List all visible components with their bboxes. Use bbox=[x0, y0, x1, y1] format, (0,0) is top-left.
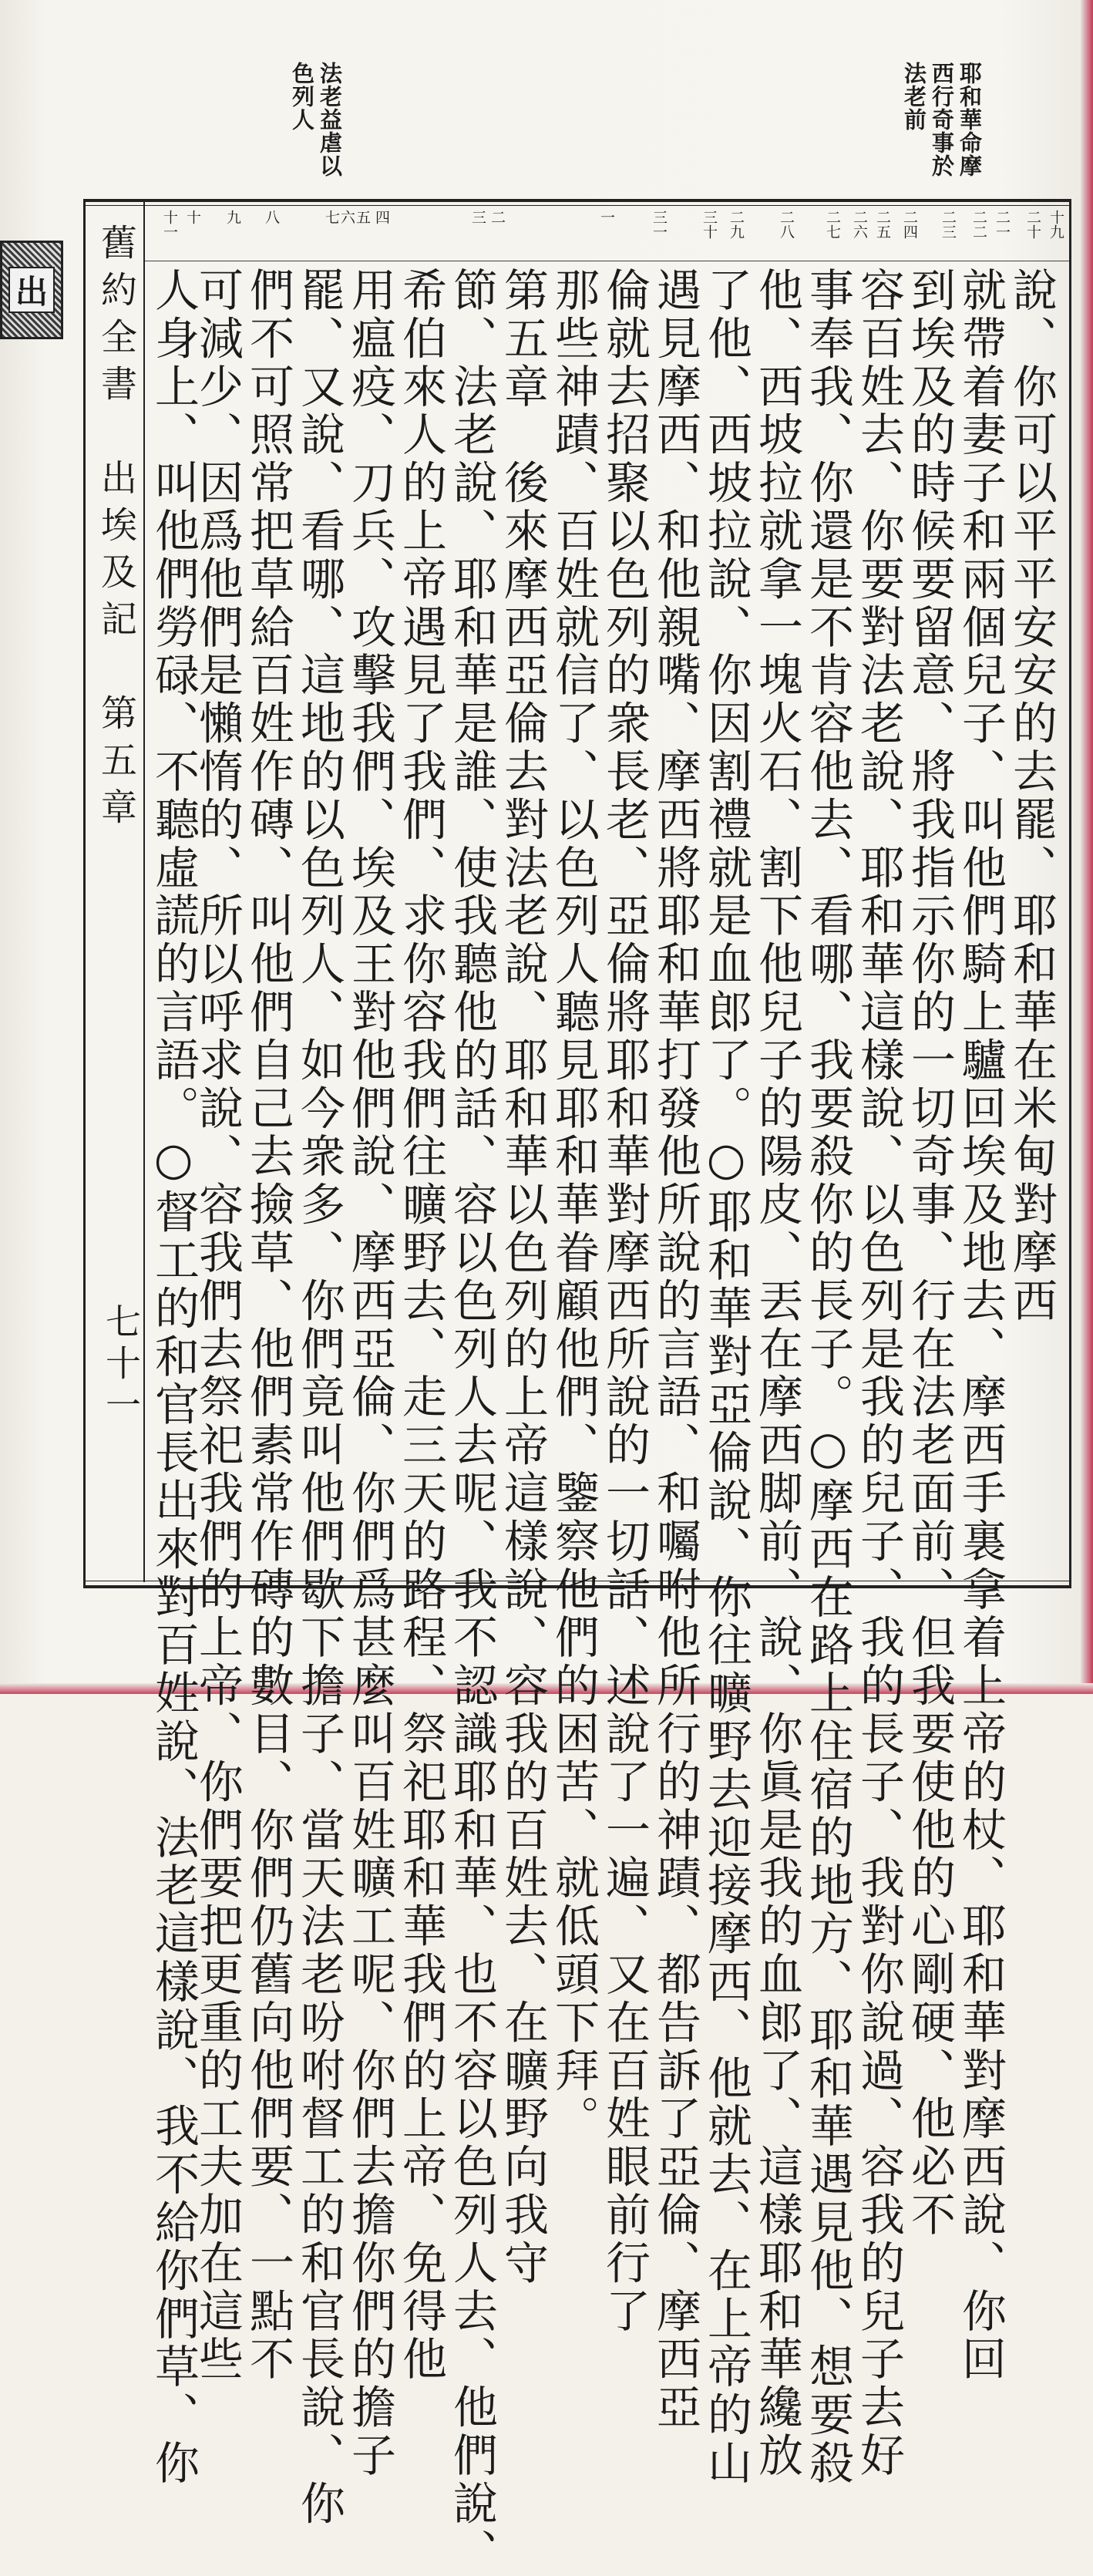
text-column: 那些神蹟、百姓就信了、以色列人聽見耶和華眷顧他們、鑒察他們的困苦、就低頭下拜。 bbox=[547, 267, 600, 2143]
verse-number: 十一 bbox=[161, 210, 178, 239]
verse-number: 二六 bbox=[851, 210, 868, 239]
verse-number: 一 bbox=[598, 210, 615, 224]
verse-number: 六 bbox=[338, 210, 355, 224]
text-column: 就帶着妻子和兩個兒子、叫他們騎上驢回埃及地去、摩西手裏拿着上帝的杖、耶和華對摩西說、你回 bbox=[954, 267, 1007, 2384]
frame-right-rule bbox=[1069, 199, 1071, 1588]
verse-number-row bbox=[146, 208, 1068, 259]
text-column: 用瘟疫、刀兵、攻擊我們、埃及王對他們說、摩西亞倫、你們爲甚麼叫百姓曠工呢、你們去擔你們的擔子 bbox=[344, 267, 396, 2480]
text-column: 們不可照常把草給百姓作磚、叫他們自己去撿草、他們素常作磚的數目、你們仍舊向他們要、一點不 bbox=[242, 267, 294, 2384]
page-number: 七十一 bbox=[100, 1303, 142, 1428]
verse-number: 七 bbox=[323, 210, 340, 224]
verse-number: 十九 bbox=[1048, 210, 1064, 239]
marginal-note-line: 法老前 bbox=[901, 62, 927, 131]
verse-number: 八 bbox=[263, 210, 280, 224]
verse-number: 二二 bbox=[970, 210, 987, 239]
marginal-note-left bbox=[288, 62, 344, 177]
verse-number: 四 bbox=[373, 210, 390, 224]
verse-number: 二九 bbox=[728, 210, 745, 239]
text-column-chapter-start: 第五章 後來摩西亞倫去對法老說、耶和華以色列的上帝這樣說、容我的百姓去、在曠野向我守 bbox=[496, 267, 549, 2288]
verse-number: 二四 bbox=[901, 210, 918, 239]
text-column: 罷、又說、看哪、這地的以色列人、如今衆多、你們竟叫他們歇下擔子、當天法老吩咐督工的和官長說、你 bbox=[293, 267, 345, 2528]
verse-number: 二七 bbox=[824, 210, 841, 239]
running-head: 舊約全書 出埃及記 第五章 bbox=[95, 224, 137, 835]
marginal-note-line: 西行奇事於 bbox=[929, 62, 955, 177]
text-column: 他、西坡拉就拿一塊火石、割下他兒子的陽皮、丟在摩西脚前、說、你眞是我的血郎了、這樣耶和華纔放 bbox=[751, 267, 803, 2480]
book-tab-label: 出 bbox=[8, 267, 55, 313]
text-column: 倫就去招聚以色列的衆長老、亞倫將耶和華對摩西所說的一切話、述說了一遍、又在百姓眼前行了 bbox=[598, 267, 651, 2336]
book-thumb-tab bbox=[0, 241, 63, 339]
frame-left-rule bbox=[83, 199, 86, 1588]
verse-number: 三 bbox=[469, 210, 486, 224]
verse-number: 九 bbox=[224, 210, 241, 224]
verse-number: 五 bbox=[354, 210, 371, 224]
verse-number: 二三 bbox=[940, 210, 957, 239]
text-column: 節、法老說、耶和華是誰、使我聽他的話、容以色列人去呢、我不認識耶和華、也不容以色列人去、他們說、 bbox=[446, 267, 498, 2576]
frame-top-inner-rule bbox=[83, 205, 1071, 206]
text-column: 可減少、因爲他們是懶惰的、所以呼求說、容我們去祭祀我們的上帝、你們要把更重的工夫加在這些 bbox=[191, 267, 244, 2384]
marginal-note-right bbox=[900, 62, 984, 177]
marginal-note-line: 耶和華命摩 bbox=[957, 62, 983, 177]
text-column: 人身上、叫他們勞碌、不聽虛謊的言語。○督工的和官長出來對百姓說、法老這樣說、我不給你們草、你 bbox=[147, 267, 200, 2488]
text-column: 容百姓去、你要對法老說、耶和華這樣說、以色列是我的兒子、我的長子、我對你說過、容我的兒子去好 bbox=[853, 267, 905, 2480]
text-column: 事奉我、你還是不肯容他去、看哪、我要殺你的長子。○摩西在路上住宿的地方、耶和華遇見他、想要殺 bbox=[802, 267, 854, 2488]
verse-number: 三十 bbox=[701, 210, 718, 239]
marginal-note-line: 色列人 bbox=[289, 62, 315, 131]
text-column: 了他、西坡拉說、你因割禮就是血郎了。○耶和華對亞倫說、你往曠野去迎接摩西、他就去、在上帝的山 bbox=[700, 267, 752, 2488]
text-column: 遇見摩西、和他親嘴、摩西將耶和華打發他所說的言語、和囑咐他所行的神蹟、都告訴了亞倫、摩西亞 bbox=[649, 267, 701, 2432]
verse-number: 二 bbox=[489, 210, 506, 224]
verse-number: 十 bbox=[184, 210, 201, 224]
verse-number: 二一 bbox=[994, 210, 1011, 239]
marginal-note-line: 法老益虐以 bbox=[317, 62, 343, 177]
text-column: 說、你可以平平安安的去罷、耶和華在米甸對摩西 bbox=[1005, 267, 1058, 1325]
verse-number: 二八 bbox=[778, 210, 795, 239]
verse-number: 二十 bbox=[1024, 210, 1041, 239]
verse-number: 三一 bbox=[651, 210, 668, 239]
verse-number: 二五 bbox=[874, 210, 891, 239]
page-edge bbox=[1081, 0, 1093, 1694]
frame-top-rule bbox=[83, 199, 1071, 202]
text-column: 希伯來人的上帝遇見了我們、求你容我們往曠野去、走三天的路程、祭祀耶和華我們的上帝、免得他 bbox=[395, 267, 447, 2384]
text-column: 到埃及的時候要留意、將我指示你的一切奇事、行在法老面前、但我要使他的心剛硬、他必不 bbox=[903, 267, 956, 2240]
